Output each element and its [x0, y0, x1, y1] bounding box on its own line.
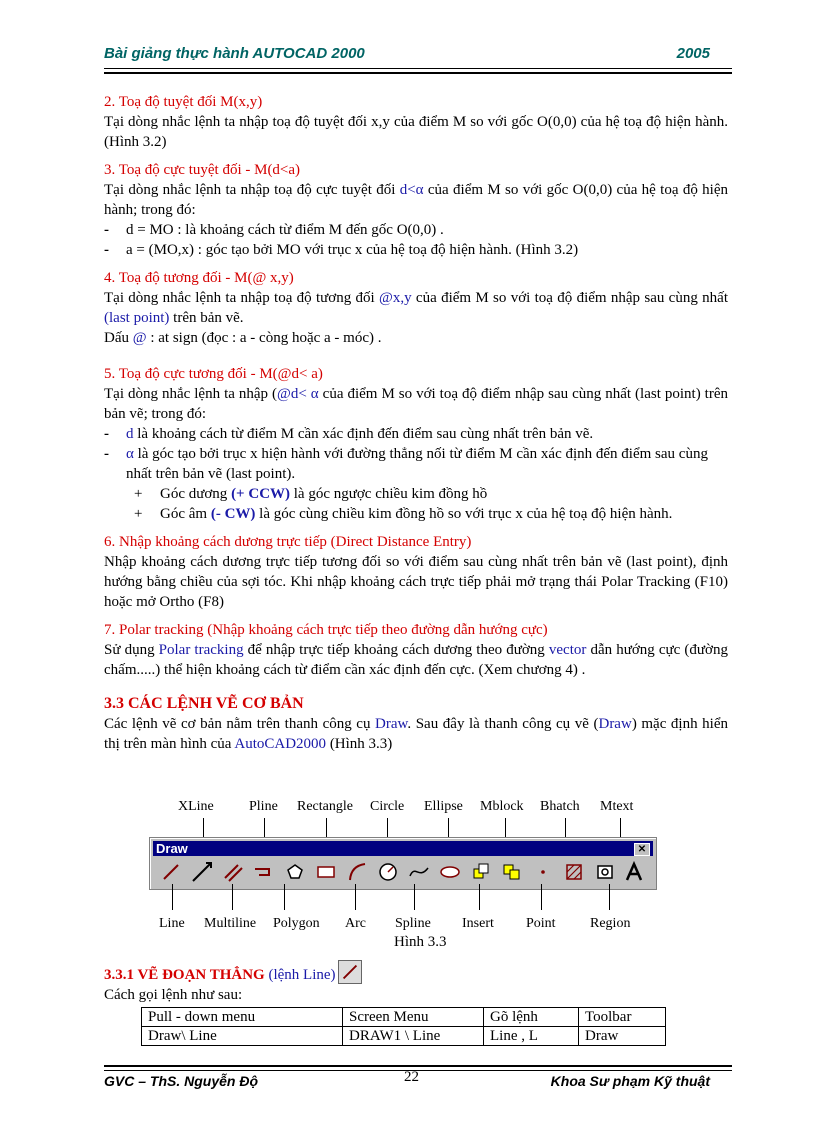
- label-ellipse: Ellipse: [424, 799, 463, 814]
- spline-icon[interactable]: [407, 860, 431, 884]
- region-icon[interactable]: [593, 860, 617, 884]
- heading-5: 5. Toạ độ cực tương đối - M(@d< a): [104, 366, 323, 382]
- label-circle: Circle: [370, 799, 405, 814]
- para-3: Tại dòng nhắc lệnh ta nhập toạ độ cực tuyệt đối d<α của điểm M so với gốc O(0,0) của hệ toạ độ hiện hành; trong đó:: [104, 182, 728, 218]
- heading-3-3: 3.3 CÁC LỆNH VẼ CƠ BẢN: [104, 695, 304, 712]
- page-header: [104, 45, 710, 67]
- para-5: Tại dòng nhắc lệnh ta nhập (@d< α của điểm M so với toạ độ điểm nhập sau cùng nhất (last point) trên bản vẽ; trong đó:: [104, 386, 729, 422]
- point-icon[interactable]: [531, 860, 555, 884]
- label-mtext: Mtext: [600, 799, 634, 814]
- para-4-1: Tại dòng nhắc lệnh ta nhập toạ độ tương đối @x,y của điểm M so với toạ độ điểm nhập sau cùng nhất (last point) trên bản vẽ.: [104, 290, 728, 326]
- table-header: Toolbar: [579, 1008, 666, 1027]
- pline-icon[interactable]: [252, 860, 276, 884]
- bullet-5-1: - d là khoảng cách từ điểm M cần xác định đến điểm sau cùng nhất trên bản vẽ.: [104, 426, 594, 442]
- bullet-5-2: - α là góc tạo bởi trục x hiện hành với đường thẳng nối từ điểm M cần xác định đến điểm sau cùng nhất trên bản vẽ (last point).: [104, 446, 708, 482]
- mblock-icon[interactable]: [500, 860, 524, 884]
- table-cell: DRAW1 \ Line: [343, 1027, 484, 1046]
- heading-3-3-1-paren: (lệnh Line): [264, 967, 336, 983]
- para-4-2: Dấu @ : at sign (đọc : a - còng hoặc a - móc) .: [104, 330, 382, 346]
- label-rectangle: Rectangle: [297, 799, 353, 814]
- para-3-3: Các lệnh vẽ cơ bản nằm trên thanh công cụ Draw. Sau đây là thanh công cụ vẽ (Draw) mặc định hiển thị trên màn hình của AutoCAD2000 (Hình 3.3): [104, 716, 728, 752]
- heading-4: 4. Toạ độ tương đối - M(@ x,y): [104, 270, 294, 286]
- line-icon: [338, 960, 362, 984]
- label-spline: Spline: [395, 916, 431, 931]
- page-number: 22: [404, 1069, 419, 1085]
- table-cell: Draw: [579, 1027, 666, 1046]
- insert-icon[interactable]: [469, 860, 493, 884]
- section-3-3-1: [104, 960, 362, 1005]
- heading-2: 2. Toạ độ tuyệt đối M(x,y): [104, 94, 263, 110]
- heading-7: 7. Polar tracking (Nhập khoảng cách trực tiếp theo đường dẫn hướng cực): [104, 622, 548, 638]
- label-multiline: Multiline: [204, 916, 257, 931]
- bhatch-icon[interactable]: [562, 860, 586, 884]
- rectangle-icon[interactable]: [314, 860, 338, 884]
- footer-faculty: Khoa Sư phạm Kỹ thuật: [550, 1073, 710, 1089]
- draw-toolbar: [149, 837, 657, 890]
- multiline-icon[interactable]: [221, 860, 245, 884]
- label-pline: Pline: [249, 799, 278, 814]
- table-header: Pull - down menu: [142, 1008, 343, 1027]
- label-bhatch: Bhatch: [540, 799, 580, 814]
- table-row: [142, 1027, 666, 1046]
- heading-3: 3. Toạ độ cực tuyệt đối - M(d<a): [104, 162, 301, 178]
- close-icon[interactable]: ✕: [634, 843, 650, 856]
- xline-icon[interactable]: [190, 860, 214, 884]
- page-body: [104, 92, 728, 754]
- line-icon[interactable]: [159, 860, 183, 884]
- bullet-3-2: - a = (MO,x) : góc tạo bởi MO với trục x của hệ toạ độ hiện hành. (Hình 3.2): [104, 242, 579, 258]
- para-7: Sử dụng Polar tracking để nhập trực tiếp khoảng cách dương theo đường vector dẫn hướng cực (đường chấm.....) thể hiện khoảng cách từ điểm cần xác định đến cực. (Xem chương 4) .: [104, 642, 728, 678]
- draw-toolbar-figure: [104, 796, 728, 950]
- arc-icon[interactable]: [345, 860, 369, 884]
- table-cell: Line , L: [484, 1027, 579, 1046]
- table-header: Gõ lệnh: [484, 1008, 579, 1027]
- toolbar-title: Draw: [156, 841, 188, 856]
- label-mblock: Mblock: [480, 799, 524, 814]
- header-title: Bài giảng thực hành AUTOCAD 2000: [104, 45, 365, 62]
- subbullet-5-2: + Góc âm (- CW) là góc cùng chiều kim đồng hồ so với trục x của hệ toạ độ hiện hành.: [134, 506, 673, 522]
- header-year: 2005: [676, 45, 710, 62]
- subbullet-5-1: + Góc dương (+ CCW) là góc ngược chiều kim đồng hồ: [134, 486, 488, 502]
- para-6: Nhập khoảng cách dương trực tiếp tương đối so với điểm sau cùng nhất trên bản vẽ (last point), định hướng bằng chiều của sợi tóc. Khi nhập khoảng cách trực tiếp phải mở trạng thái Polar Tracking (F10) hoặc mở Ortho (F8): [104, 554, 728, 610]
- table-header-row: [142, 1008, 666, 1027]
- heading-6: 6. Nhập khoảng cách dương trực tiếp (Direct Distance Entry): [104, 534, 472, 550]
- label-region: Region: [590, 916, 631, 931]
- call-intro: Cách gọi lệnh như sau:: [104, 987, 243, 1003]
- label-insert: Insert: [462, 916, 494, 931]
- toolbar-icons: [156, 860, 650, 884]
- header-rule: [104, 68, 732, 74]
- mtext-icon[interactable]: [622, 860, 646, 884]
- para-2: Tại dòng nhắc lệnh ta nhập toạ độ tuyệt đối x,y của điểm M so với gốc O(0,0) của hệ toạ độ hiện hành. (Hình 3.2): [104, 114, 728, 150]
- footer-author: GVC – ThS. Nguyễn Độ: [104, 1073, 259, 1089]
- circle-icon[interactable]: [376, 860, 400, 884]
- table-header: Screen Menu: [343, 1008, 484, 1027]
- command-table: [141, 1007, 666, 1046]
- page-footer: [104, 1069, 710, 1089]
- bullet-3-1: - d = MO : là khoảng cách từ điểm M đến gốc O(0,0) .: [104, 222, 444, 238]
- label-point: Point: [526, 916, 556, 931]
- table-cell: Draw\ Line: [142, 1027, 343, 1046]
- label-arc: Arc: [345, 916, 366, 931]
- toolbar-titlebar: [153, 841, 653, 856]
- heading-3-3-1: 3.3.1 VẼ ĐOẠN THẲNG: [104, 967, 265, 983]
- figure-caption: Hình 3.3: [394, 934, 447, 950]
- label-polygon: Polygon: [273, 916, 320, 931]
- ellipse-icon[interactable]: [438, 860, 462, 884]
- polygon-icon[interactable]: [283, 860, 307, 884]
- label-xline: XLine: [178, 799, 214, 814]
- label-line: Line: [159, 916, 185, 931]
